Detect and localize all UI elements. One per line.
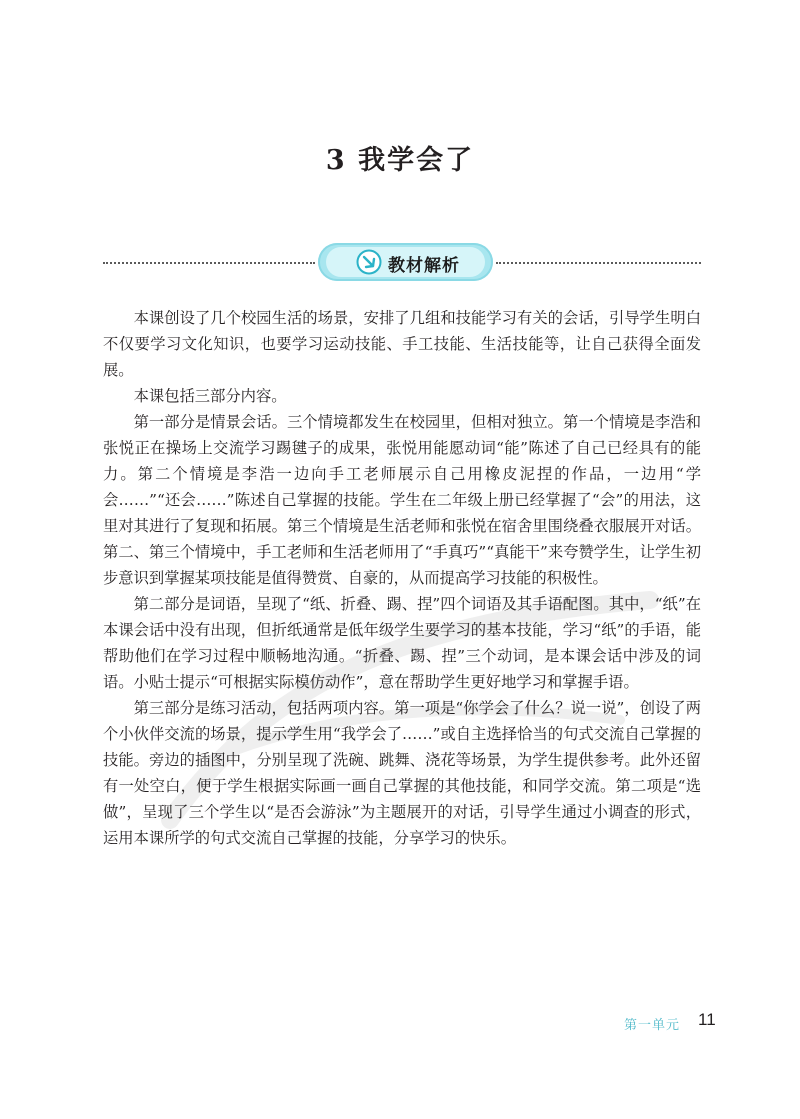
paragraph-part-one: 第一部分是情景会话。三个情境都发生在校园里，但相对独立。第一个情境是李浩和张悦正在操场上交流学习踢毽子的成果，张悦用能愿动词“能”陈述了自己已经具有的能力。第二个情境是李浩一边向手工老师展示自己用橡皮泥捏的作品，一边用“学会……”“还会……”陈述自己掌握的技能。学生在二年级上册已经掌握了“会”的用法，这里对其进行了复现和拓展。第三个情境是生活老师和张悦在宿舍里围绕叠衣服展开对话。第二、第三个情境中，手工老师和生活老师用了“手真巧”“真能干”来夸赞学生，让学生初步意识到掌握某项技能是值得赞赏、自豪的，从而提高学习技能的积极性。 [103, 413, 701, 587]
section-divider-right [496, 262, 701, 264]
footer-unit-name: 第一单元 [624, 1018, 681, 1033]
page-number: 11 [698, 1010, 716, 1029]
lesson-title: 3 我学会了 [325, 145, 475, 176]
analysis-text [103, 305, 701, 851]
paragraph-overview: 本课包括三部分内容。 [133, 387, 287, 405]
section-header [103, 243, 701, 283]
paragraph-part-two: 第二部分是词语，呈现了“纸、折叠、踢、捏”四个词语及其手语配图。其中，“纸”在本课会话中没有出现，但折纸通常是低年级学生要学习的基本技能，学习“纸”的手语，能帮助他们在学习过程中顺畅地沟通。“折叠、踢、捏”三个动词，是本课会话中涉及的词语。小贴士提示“可根据实际模仿动作”，意在帮助学生更好地学习和掌握手语。 [103, 595, 701, 691]
arrow-down-right-icon [356, 249, 382, 275]
section-label: 教材解析 [388, 256, 460, 276]
paragraph-part-three: 第三部分是练习活动，包括两项内容。第一项是“你学会了什么？说一说”，创设了两个小伙伴交流的场景，提示学生用“我学会了……”或自主选择恰当的句式交流自己掌握的技能。旁边的插图中，分别呈现了洗碗、跳舞、浇花等场景，为学生提供参考。此外还留有一处空白，便于学生根据实际画一画自己掌握的其他技能，和同学交流。第二项是“选做”，呈现了三个学生以“是否会游泳”为主题展开的对话，引导学生通过小调查的形式，运用本课所学的句式交流自己掌握的技能，分享学习的快乐。 [103, 699, 701, 847]
section-divider-left [103, 262, 315, 264]
section-label-pill [318, 243, 493, 281]
paragraph-intro: 本课创设了几个校园生活的场景，安排了几组和技能学习有关的会话，引导学生明白不仅要学习文化知识，也要学习运动技能、手工技能、生活技能等，让自己获得全面发展。 [103, 309, 701, 379]
